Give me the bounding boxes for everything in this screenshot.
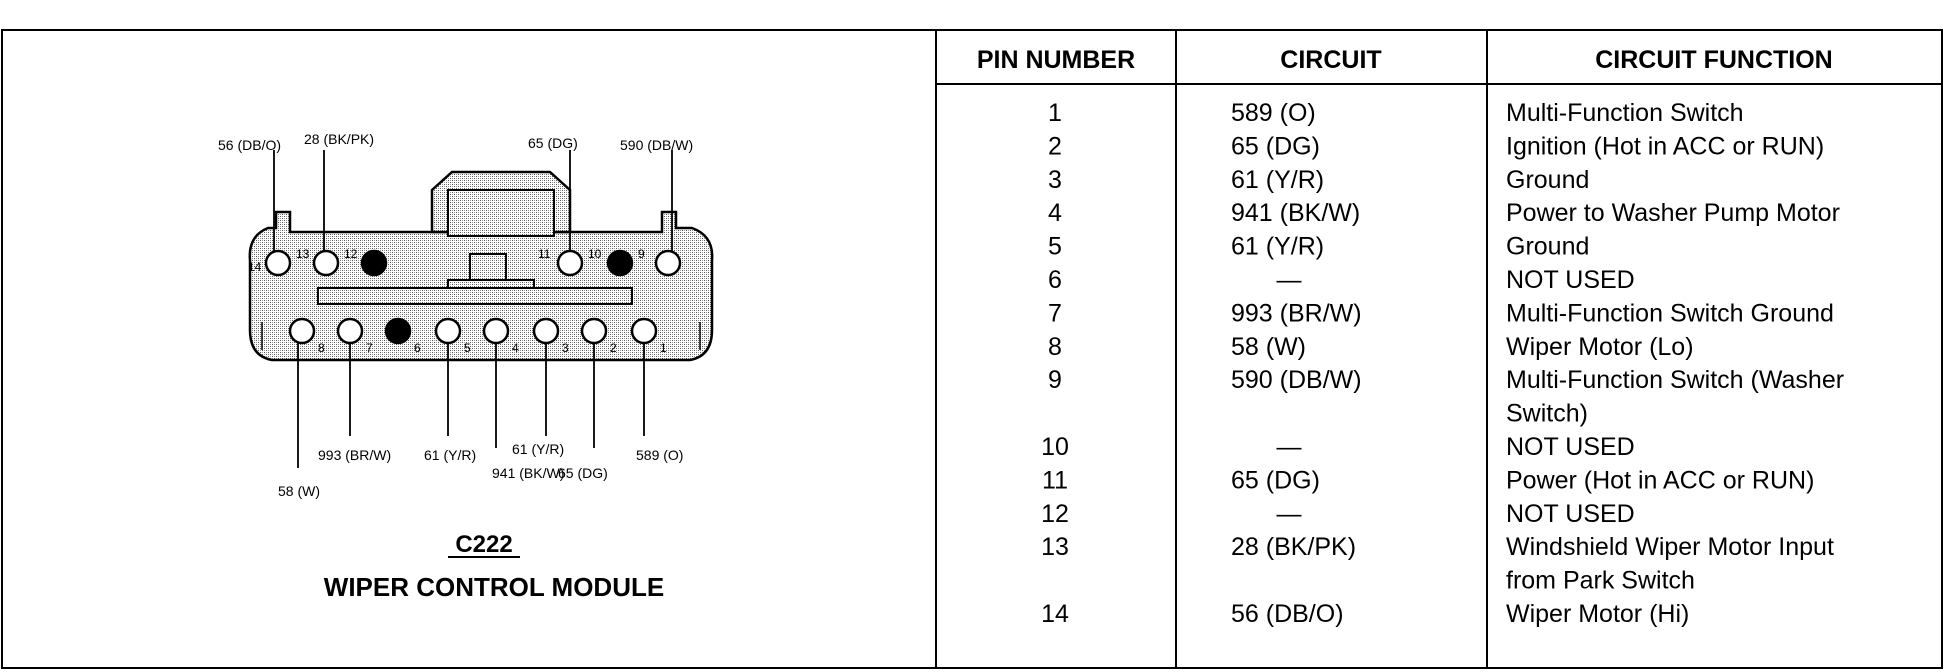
pin-13 [314, 251, 338, 275]
circuit-function-cell: NOT USED [1506, 499, 1635, 528]
pin-table [936, 30, 1942, 668]
pin-number: 11 [538, 247, 551, 261]
pin-number: 9 [638, 247, 645, 261]
table-rows [1041, 99, 1844, 628]
pin-11 [558, 251, 582, 275]
circuit-cell: 28 (BK/PK) [1231, 533, 1357, 562]
wire-label: 589 (O) [636, 447, 684, 463]
circuit-function-cell: from Park Switch [1506, 566, 1695, 595]
circuit-cell: 993 (BR/W) [1231, 299, 1362, 328]
pin-number: 13 [296, 247, 310, 261]
circuit-cell: 56 (DB/O) [1231, 600, 1344, 628]
circuit-cell: — [1276, 433, 1302, 461]
pin-number: 3 [562, 341, 569, 355]
pin-number: 14 [248, 260, 262, 274]
circuit-function-cell: NOT USED [1506, 433, 1635, 461]
circuit-cell: 65 (DG) [1231, 132, 1320, 161]
connector-id: C222 [455, 531, 513, 558]
circuit-function-cell: Ground [1506, 165, 1590, 194]
circuit-cell: — [1276, 499, 1302, 528]
pin-number-cell: 2 [1048, 132, 1062, 161]
circuit-function-cell: Multi-Function Switch (Washer [1506, 366, 1845, 395]
pin-number-cell: 10 [1041, 433, 1069, 461]
pin-number-cell: 11 [1042, 466, 1068, 495]
wire-label: 58 (W) [278, 483, 320, 499]
pin-number-cell: 1 [1048, 99, 1062, 127]
pin-number-cell: 8 [1048, 332, 1062, 361]
circuit-cell: 58 (W) [1231, 332, 1306, 361]
pin-9 [656, 251, 680, 275]
wire-label: 65 (DG) [528, 135, 578, 151]
pin-number: 10 [588, 247, 602, 261]
circuit-function-cell: Power to Washer Pump Motor [1506, 199, 1840, 228]
pin-10 [608, 251, 632, 275]
column-header-pin-number: PIN NUMBER [976, 46, 1136, 74]
pin-number: 6 [414, 341, 421, 355]
circuit-function-cell: Wiper Motor (Lo) [1506, 332, 1694, 361]
pin-3 [534, 319, 558, 343]
circuit-cell: 941 (BK/W) [1231, 199, 1361, 228]
pin-2 [582, 319, 606, 343]
wire-label: 65 (DG) [558, 465, 608, 481]
circuit-function-cell: Wiper Motor (Hi) [1506, 600, 1690, 628]
pin-number-cell: 12 [1041, 499, 1069, 528]
pin-number-cell: 6 [1048, 266, 1062, 294]
pin-number: 12 [344, 247, 358, 261]
circuit-cell: 65 (DG) [1231, 466, 1320, 495]
pin-6 [386, 319, 410, 343]
pin-number-cell: 4 [1048, 199, 1062, 228]
pin-number: 2 [610, 341, 617, 355]
wire-label: 590 (DB/W) [620, 137, 694, 153]
pin-number-cell: 7 [1048, 299, 1062, 328]
pin-number: 5 [464, 341, 471, 355]
pin-4 [484, 319, 508, 343]
connector-diagram [218, 131, 712, 602]
pin-number-cell: 3 [1048, 165, 1062, 194]
pin-14 [266, 251, 290, 275]
column-header-circuit: CIRCUIT [1280, 46, 1382, 74]
connector-name: WIPER CONTROL MODULE [323, 572, 665, 602]
circuit-function-cell: Multi-Function Switch Ground [1506, 299, 1834, 328]
circuit-cell: — [1276, 266, 1302, 294]
circuit-function-cell: Windshield Wiper Motor Input [1506, 533, 1834, 562]
circuit-cell: 589 (O) [1231, 99, 1316, 127]
circuit-function-cell: NOT USED [1506, 266, 1635, 294]
pin-number: 7 [366, 341, 373, 355]
pin-number-cell: 9 [1048, 366, 1062, 395]
pin-number: 8 [318, 341, 325, 355]
pin-number: 4 [512, 341, 519, 355]
pin-number: 1 [660, 341, 667, 355]
pin-number-cell: 5 [1048, 232, 1062, 261]
wire-label: 61 (Y/R) [512, 441, 565, 457]
pin-number-cell: 14 [1041, 600, 1069, 628]
pin-12 [362, 251, 386, 275]
column-header-circuit-function: CIRCUIT FUNCTION [1595, 46, 1833, 74]
wire-label: 993 (BR/W) [318, 447, 392, 463]
circuit-function-cell: Switch) [1506, 399, 1588, 428]
pin-1 [632, 319, 656, 343]
pin-number-cell: 13 [1041, 533, 1069, 562]
circuit-cell: 590 (DB/W) [1231, 366, 1362, 395]
wire-label: 941 (BK/W) [492, 465, 565, 481]
wire-label: 56 (DB/O) [218, 137, 282, 153]
circuit-function-cell: Power (Hot in ACC or RUN) [1506, 466, 1815, 495]
pin-8 [290, 319, 314, 343]
circuit-function-cell: Ground [1506, 232, 1590, 261]
wire-label: 61 (Y/R) [424, 447, 477, 463]
pin-5 [436, 319, 460, 343]
circuit-function-cell: Multi-Function Switch [1506, 99, 1744, 127]
wire-label: 28 (BK/PK) [304, 131, 375, 147]
circuit-cell: 61 (Y/R) [1231, 165, 1325, 194]
circuit-function-cell: Ignition (Hot in ACC or RUN) [1506, 132, 1825, 161]
pin-7 [338, 319, 362, 343]
circuit-cell: 61 (Y/R) [1231, 232, 1325, 261]
